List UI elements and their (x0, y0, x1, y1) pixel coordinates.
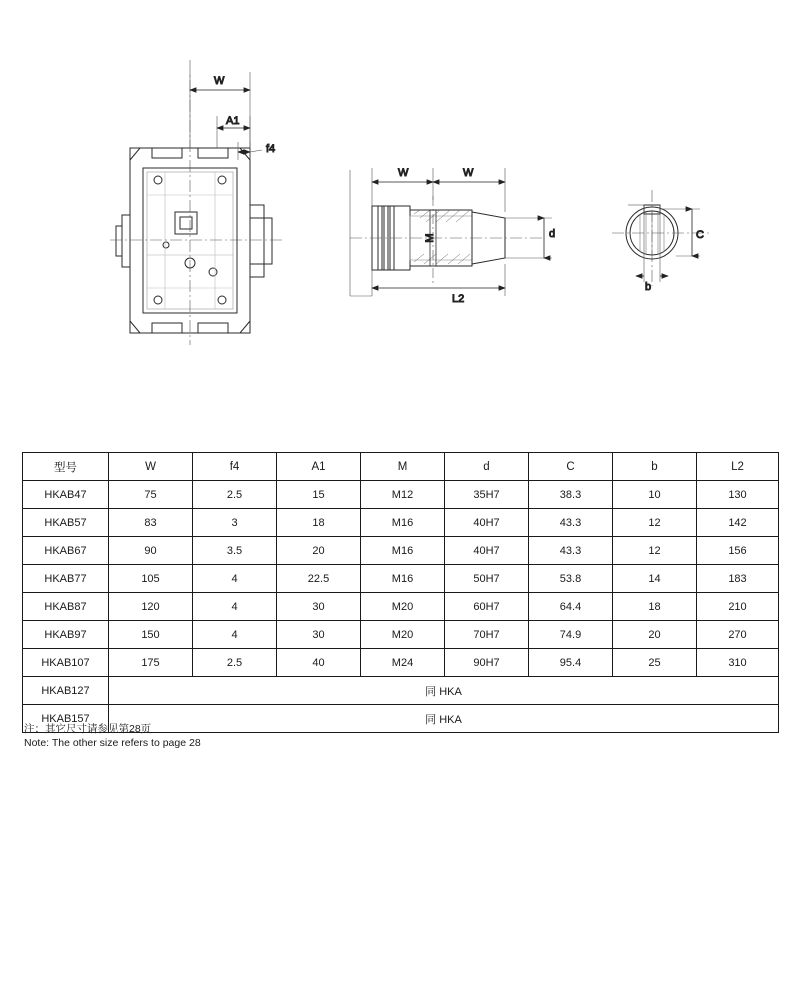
cell-span-note: 同 HKA (109, 705, 779, 733)
cell-model: HKAB77 (23, 565, 109, 593)
cell-model: HKAB47 (23, 481, 109, 509)
drawing-canvas (0, 0, 800, 440)
cell-d: 90H7 (445, 649, 529, 677)
cell-model: HKAB97 (23, 621, 109, 649)
col-header-l2: L2 (697, 453, 779, 481)
cell-d: 35H7 (445, 481, 529, 509)
cell-a1: 18 (277, 509, 361, 537)
technical-drawings (0, 0, 800, 440)
footnote-line-cn: 注：其它尺寸请参见第28页 (24, 723, 152, 735)
cell-c: 38.3 (529, 481, 613, 509)
cell-model: HKAB67 (23, 537, 109, 565)
dim-l2: L2 (452, 293, 465, 305)
cell-b: 25 (613, 649, 697, 677)
dim-w-shaft-2: W (463, 167, 474, 179)
cell-m: M20 (361, 593, 445, 621)
cell-l2: 156 (697, 537, 779, 565)
col-header-a1: A1 (277, 453, 361, 481)
cell-b: 18 (613, 593, 697, 621)
cell-model: HKAB127 (23, 677, 109, 705)
shaft-view-drawing (350, 167, 555, 305)
cell-m: M16 (361, 565, 445, 593)
footnote (24, 722, 201, 750)
cell-f4: 4 (193, 593, 277, 621)
table-row (23, 565, 779, 593)
cell-a1: 40 (277, 649, 361, 677)
dim-w-shaft-1: W (398, 167, 409, 179)
specification-table (22, 452, 779, 733)
cell-b: 14 (613, 565, 697, 593)
cell-l2: 142 (697, 509, 779, 537)
cell-b: 12 (613, 537, 697, 565)
col-header-w: W (109, 453, 193, 481)
cell-m: M16 (361, 509, 445, 537)
cell-b: 20 (613, 621, 697, 649)
cell-w: 75 (109, 481, 193, 509)
dim-a1: A1 (226, 115, 240, 127)
table-row (23, 649, 779, 677)
dim-c: C (696, 229, 704, 241)
cell-m: M16 (361, 537, 445, 565)
specification-table-wrap (22, 452, 778, 733)
dim-m: M (424, 233, 436, 243)
table-row (23, 593, 779, 621)
cell-d: 40H7 (445, 509, 529, 537)
cell-d: 60H7 (445, 593, 529, 621)
cell-model: HKAB57 (23, 509, 109, 537)
cell-d: 40H7 (445, 537, 529, 565)
cell-a1: 15 (277, 481, 361, 509)
cell-w: 150 (109, 621, 193, 649)
cell-w: 175 (109, 649, 193, 677)
cell-f4: 4 (193, 621, 277, 649)
cell-c: 53.8 (529, 565, 613, 593)
cell-model: HKAB107 (23, 649, 109, 677)
table-row (23, 509, 779, 537)
footnote-line-en: Note: The other size refers to page 28 (24, 737, 201, 749)
cell-w: 105 (109, 565, 193, 593)
cell-a1: 30 (277, 621, 361, 649)
col-header-model: 型号 (23, 453, 109, 481)
col-header-c: C (529, 453, 613, 481)
cell-c: 43.3 (529, 537, 613, 565)
cell-m: M20 (361, 621, 445, 649)
cell-w: 83 (109, 509, 193, 537)
cell-l2: 130 (697, 481, 779, 509)
col-header-b: b (613, 453, 697, 481)
dim-f4: f4 (266, 143, 276, 155)
dim-d: d (549, 228, 556, 240)
cell-l2: 210 (697, 593, 779, 621)
cell-a1: 30 (277, 593, 361, 621)
table-row (23, 537, 779, 565)
cell-c: 43.3 (529, 509, 613, 537)
cell-a1: 22.5 (277, 565, 361, 593)
cell-c: 95.4 (529, 649, 613, 677)
cell-w: 90 (109, 537, 193, 565)
cell-f4: 3 (193, 509, 277, 537)
cell-c: 74.9 (529, 621, 613, 649)
col-header-d: d (445, 453, 529, 481)
cell-span-note: 同 HKA (109, 677, 779, 705)
cell-m: M12 (361, 481, 445, 509)
table-row (23, 481, 779, 509)
cell-b: 10 (613, 481, 697, 509)
cell-f4: 3.5 (193, 537, 277, 565)
table-row (23, 677, 779, 705)
cell-d: 70H7 (445, 621, 529, 649)
cell-l2: 270 (697, 621, 779, 649)
col-header-m: M (361, 453, 445, 481)
front-view-drawing (110, 60, 285, 345)
section-view-drawing (612, 190, 712, 293)
cell-f4: 2.5 (193, 649, 277, 677)
cell-w: 120 (109, 593, 193, 621)
cell-m: M24 (361, 649, 445, 677)
table-row (23, 621, 779, 649)
dim-w-front: W (214, 75, 225, 87)
cell-model: HKAB157 (23, 705, 109, 733)
dim-b: b (644, 281, 652, 293)
cell-c: 64.4 (529, 593, 613, 621)
cell-d: 50H7 (445, 565, 529, 593)
cell-b: 12 (613, 509, 697, 537)
cell-f4: 2.5 (193, 481, 277, 509)
cell-l2: 310 (697, 649, 779, 677)
cell-a1: 20 (277, 537, 361, 565)
col-header-f4: f4 (193, 453, 277, 481)
cell-f4: 4 (193, 565, 277, 593)
table-header-row (23, 453, 779, 481)
cell-model: HKAB87 (23, 593, 109, 621)
cell-l2: 183 (697, 565, 779, 593)
